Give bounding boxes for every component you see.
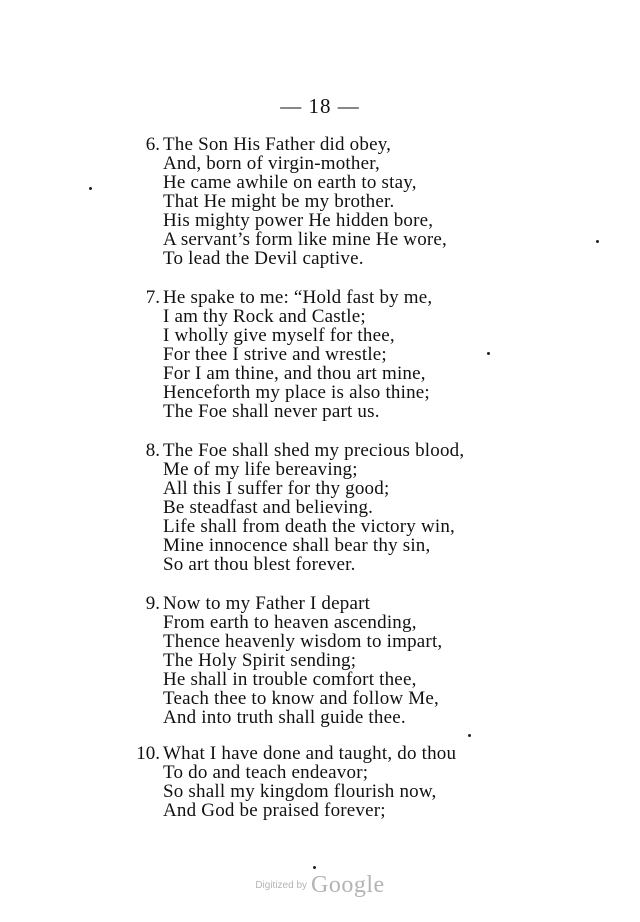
verse-line: So art thou blest forever. xyxy=(163,554,356,575)
stanza-lines xyxy=(163,744,456,820)
verse-line: Mine innocence shall bear thy sin, xyxy=(163,535,431,556)
stanza-lines xyxy=(163,594,442,727)
stanza-number: 10. xyxy=(136,743,160,764)
verse-line: He spake to me: “Hold fast by me, xyxy=(163,287,433,308)
digitized-by-label: Digitized by xyxy=(255,880,308,891)
verse-line: And, born of virgin-mother, xyxy=(163,153,380,174)
verse-line: His mighty power He hidden bore, xyxy=(163,210,434,231)
verse-line: He came awhile on earth to stay, xyxy=(163,172,417,193)
verse-line: Life shall from death the victory win, xyxy=(163,516,455,537)
scan-speck xyxy=(487,352,490,355)
verse-line: A servant’s form like mine He wore, xyxy=(163,229,448,250)
google-logo-text: Google xyxy=(311,872,385,898)
verse-line: Now to my Father I depart xyxy=(163,593,371,614)
verse-line: To lead the Devil captive. xyxy=(163,248,364,269)
verse-line: Me of my life bereaving; xyxy=(163,459,358,480)
scan-speck xyxy=(89,187,92,190)
verse-line: The Foe shall never part us. xyxy=(163,401,380,422)
verse-line: For thee I strive and wrestle; xyxy=(163,344,387,365)
stanza-lines xyxy=(163,441,464,574)
verse-line: And God be praised forever; xyxy=(163,800,386,821)
verse-line: So shall my kingdom flourish now, xyxy=(163,781,437,802)
verse-line: Henceforth my place is also thine; xyxy=(163,382,430,403)
verse-line: What I have done and taught, do thou xyxy=(163,743,457,764)
verse-line: The Foe shall shed my precious blood, xyxy=(163,440,465,461)
stanza-number: 6. xyxy=(145,134,160,155)
verse-line: The Son His Father did obey, xyxy=(163,134,392,155)
scan-speck xyxy=(313,866,316,869)
verse-line: I wholly give myself for thee, xyxy=(163,325,395,346)
verse-line: That He might be my brother. xyxy=(163,191,395,212)
verse-line: For I am thine, and thou art mine, xyxy=(163,363,426,384)
page-number: — 18 — xyxy=(280,94,360,118)
verse-line: He shall in trouble comfort thee, xyxy=(163,669,417,690)
stanza-lines xyxy=(163,135,447,268)
verse-line: Thence heavenly wisdom to impart, xyxy=(163,631,443,652)
digitized-by-google-watermark xyxy=(0,872,640,899)
verse-line: To do and teach endeavor; xyxy=(163,762,369,783)
verse-line: Be steadfast and believing. xyxy=(163,497,374,518)
stanza-number: 7. xyxy=(145,287,160,308)
verse-line: And into truth shall guide thee. xyxy=(163,707,406,728)
verse-line: Teach thee to know and follow Me, xyxy=(163,688,439,709)
stanza-lines xyxy=(163,288,432,421)
stanza-number: 9. xyxy=(145,593,160,614)
verse-line: From earth to heaven ascending, xyxy=(163,612,417,633)
scan-speck xyxy=(596,240,599,243)
verse-line: The Holy Spirit sending; xyxy=(163,650,357,671)
verse-line: I am thy Rock and Castle; xyxy=(163,306,366,327)
verse-line: All this I suffer for thy good; xyxy=(163,478,390,499)
scan-speck xyxy=(468,734,471,737)
stanza-number: 8. xyxy=(145,440,160,461)
